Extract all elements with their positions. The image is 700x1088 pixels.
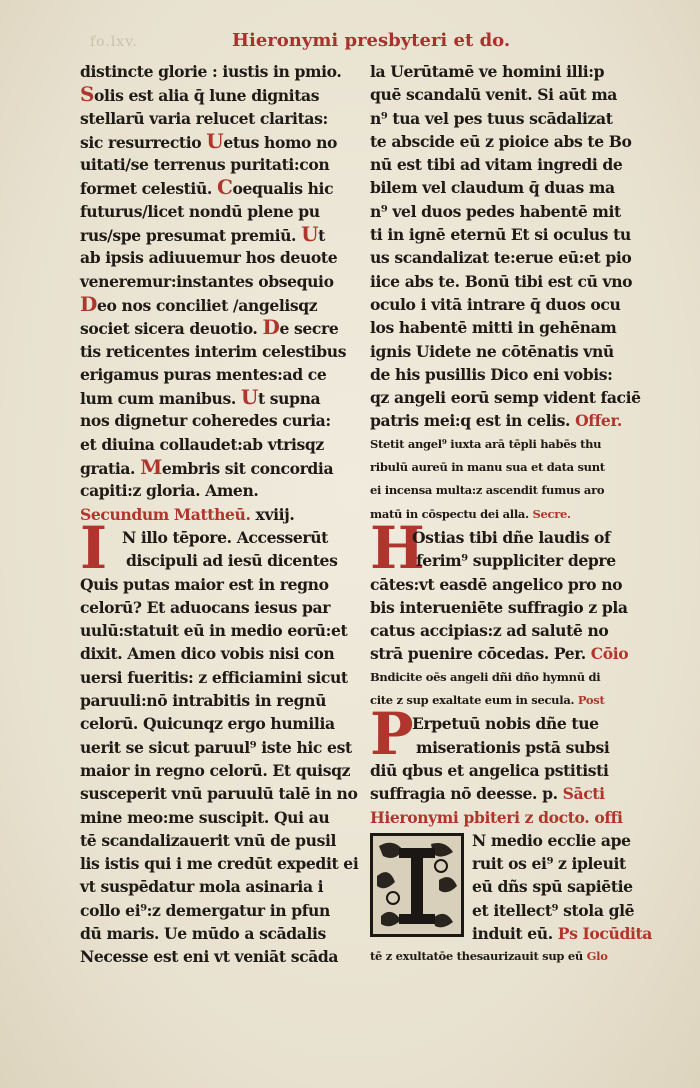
- text-line: [370, 782, 645, 805]
- line-text: erigamus puras mentes:ad ce: [80, 364, 327, 384]
- line-text: cite z sup exaltate eum in secula.: [370, 693, 578, 708]
- line-text: n⁹ tua vel pes tuus scādalizat: [370, 108, 613, 128]
- line-text: et itellect⁹ stola glē: [472, 900, 635, 920]
- text-line: [370, 153, 645, 176]
- line-text: ei incensa multa:z ascendit fumus aro: [370, 483, 605, 498]
- text-line: [80, 782, 358, 805]
- line-text: susceperit vnū paruulū talē in no: [80, 784, 358, 804]
- line-text: strā puenire cōcedas. Per.: [370, 644, 591, 664]
- line-text: n⁹ vel duos pedes habentē mit: [370, 201, 621, 221]
- rubric-marker: Ps Iocūdita: [557, 923, 652, 943]
- line-text: quē scandalū venit. Si aūt ma: [370, 85, 617, 105]
- text-line: [80, 176, 352, 199]
- line-text: Bndicite oēs angeli dñi dño hymnū di: [370, 669, 601, 684]
- line-text: distincte glorie : iustis in pmio.: [80, 62, 342, 81]
- folio-number: fo.lxv.: [90, 34, 138, 50]
- text-line: [370, 945, 645, 968]
- line-text: vt suspēdatur mola asinaria i: [80, 877, 324, 897]
- line-text: paruuli:nō intrabitis in regnū: [80, 691, 327, 711]
- line-text: maior in regno celorū. Et quisqz: [80, 760, 351, 780]
- line-text: dū maris. Ue mūdo a scādalis: [80, 923, 326, 943]
- rubricated-initial: U: [301, 222, 319, 247]
- line-text: bilem vel claudum q̄ duas ma: [370, 178, 615, 198]
- line-text: celorū. Quicunqz ergo humilia: [80, 714, 335, 734]
- line-text: rus/spe presumat premiū.: [80, 226, 302, 246]
- text-line: [80, 666, 352, 689]
- text-line: [80, 409, 352, 432]
- line-text: uulū:statuit eū in medio eorū:et: [80, 621, 348, 641]
- text-line: [80, 153, 352, 176]
- line-text: gratia.: [80, 459, 141, 479]
- text-line: [370, 619, 645, 642]
- right-column: [370, 60, 652, 969]
- text-line: [370, 293, 645, 316]
- text-line: [370, 386, 645, 409]
- text-line: [80, 503, 352, 526]
- line-text: uersi fueritis: z efficiamini sicut: [80, 667, 348, 687]
- text-line: [370, 107, 645, 130]
- line-text: lum cum manibus.: [80, 389, 241, 409]
- line-text: tē scandalizauerit vnū de pusil: [80, 830, 336, 850]
- line-text: ignis Uidete ne cōtēnatis vnū: [370, 341, 614, 361]
- text-line: [370, 596, 645, 619]
- text-line: [370, 316, 645, 339]
- text-line: [80, 433, 352, 456]
- text-line: [80, 573, 352, 596]
- text-line: [80, 60, 352, 83]
- rubricated-initial: S: [80, 82, 95, 107]
- line-text: nū est tibi ad vitam ingredi de: [370, 155, 623, 175]
- line-text: ruit os ei⁹ z ipleuit: [472, 854, 626, 874]
- line-text: stellarū varia relucet claritas:: [80, 108, 328, 128]
- line-text: capiti:z gloria. Amen.: [80, 481, 259, 501]
- text-line: [370, 503, 645, 526]
- rubricated-initial: M: [140, 455, 162, 480]
- line-text: iice abs te. Bonū tibi est cū vno: [370, 271, 633, 291]
- line-text: celorū? Et aduocans iesus par: [80, 597, 331, 617]
- text-line: [370, 363, 645, 386]
- text-line: [370, 176, 645, 199]
- text-line: [370, 200, 645, 223]
- line-text: cātes:vt easdē angelico pro no: [370, 574, 623, 594]
- text-line: [80, 293, 352, 316]
- rubric-marker: Post: [577, 693, 605, 708]
- rubric-heading: Secundum Mattheū.: [80, 504, 251, 524]
- text-line: [370, 340, 645, 363]
- text-line: [80, 922, 352, 945]
- line-text: nos dignetur coheredes curia:: [80, 411, 331, 431]
- line-text: uerit se sicut paruul⁹ iste hic est: [80, 737, 352, 757]
- line-text: Stetit angel⁹ iuxta arā tēpli habēs thu: [370, 436, 602, 451]
- line-text: N medio ecclie ape: [472, 830, 631, 850]
- line-text: eo nos conciliet /angelisqz: [96, 295, 318, 315]
- line-text: mine meo:me suscipit. Qui au: [80, 807, 330, 827]
- text-line: [370, 642, 645, 665]
- text-line: [370, 806, 645, 829]
- text-line: [80, 340, 352, 363]
- text-line: [80, 852, 359, 875]
- decorated-initial: I: [80, 513, 107, 582]
- line-text: oculo i vitā intrare q̄ duos ocu: [370, 294, 621, 314]
- line-text: et diuina collaudet:ab vtrisqz: [80, 434, 324, 454]
- line-text: ab ipsis adiuuemur hos deuote: [80, 248, 338, 268]
- line-text: te abscide eū z pioice abs te Bo: [370, 131, 632, 151]
- line-text: miserationis pstā subsi: [416, 737, 610, 757]
- line-text: bis interueniēte suffragio z pla: [370, 597, 628, 617]
- text-line: [80, 806, 352, 829]
- text-line: [370, 666, 645, 689]
- text-line: [80, 83, 352, 106]
- text-line: [80, 689, 352, 712]
- text-line: [80, 759, 352, 782]
- line-text: eū dñs spū sapiētie: [472, 877, 633, 897]
- rubric-heading: Hieronymi pbiteri z docto. offi: [370, 807, 623, 827]
- line-text: Erpetuū nobis dñe tue: [412, 714, 599, 734]
- line-text: lis istis qui i me credūt expedit ei: [80, 854, 359, 874]
- line-text: dixit. Amen dico vobis nisi con: [80, 644, 335, 664]
- text-line: [80, 316, 352, 339]
- rubric-marker: Offer.: [575, 411, 622, 431]
- text-line: [80, 736, 352, 759]
- text-line: [80, 829, 352, 852]
- text-line: [370, 573, 645, 596]
- line-text: induit eū.: [472, 923, 558, 943]
- text-line: [370, 223, 645, 246]
- text-line: [370, 456, 645, 479]
- line-text: olis est alia q̄ lune dignitas: [94, 86, 320, 106]
- line-text: Necesse est eni vt veniāt scāda: [80, 947, 339, 967]
- text-line: [80, 363, 352, 386]
- line-text: de his pusillis Dico eni vobis:: [370, 364, 613, 384]
- rubricated-initial: U: [240, 385, 258, 410]
- text-line: [370, 60, 645, 83]
- text-line: [80, 479, 352, 502]
- line-text: ferim⁹ suppliciter depre: [416, 551, 616, 571]
- line-text: patris mei:q est in celis.: [370, 411, 576, 431]
- text-line: [80, 899, 352, 922]
- line-text: Ostias tibi dñe laudis of: [412, 527, 611, 547]
- line-text: etus homo no: [223, 132, 338, 152]
- rubric-marker: Cōio: [590, 644, 629, 664]
- line-text: suffragia nō deesse. p.: [370, 784, 563, 804]
- text-line: [370, 130, 645, 153]
- text-line: [370, 246, 645, 269]
- text-line: [80, 456, 352, 479]
- rubricated-initial: C: [216, 175, 233, 200]
- text-line: [80, 596, 352, 619]
- text-line: [370, 83, 645, 106]
- running-head: Hieronymi presbyteri et do.: [232, 30, 511, 51]
- text-line: [80, 223, 352, 246]
- line-text: matū in cōspectu dei alla.: [370, 506, 533, 521]
- line-text: diū qbus et angelica pstitisti: [370, 760, 609, 780]
- line-text: ti in ignē eternū Et si oculus tu: [370, 225, 631, 245]
- line-text: uitati/se terrenus puritati:con: [80, 155, 330, 175]
- line-text: sic resurrectio: [80, 132, 207, 152]
- text-line: [370, 759, 645, 782]
- text-line: [80, 270, 352, 293]
- text-line: [370, 409, 645, 432]
- line-text: N illo tēpore. Accesserūt: [122, 527, 328, 547]
- line-text: us scandalizat te:erue eū:et pio: [370, 248, 632, 268]
- rubricated-initial: U: [206, 128, 224, 153]
- line-text: e secre: [279, 319, 339, 339]
- text-line: [370, 270, 645, 293]
- left-column: [80, 60, 359, 969]
- line-text: embris sit concordia: [161, 459, 334, 479]
- line-text: xviij.: [250, 504, 295, 524]
- text-line: [80, 619, 352, 642]
- line-text: Quis putas maior est in regno: [80, 574, 329, 594]
- text-line: [80, 200, 352, 223]
- text-line: [80, 549, 352, 572]
- line-text: t supna: [257, 389, 321, 409]
- rubric-marker: Secre.: [532, 506, 571, 521]
- rubricated-initial: D: [262, 315, 280, 340]
- line-text: qz angeli eorū semp vident faciē: [370, 388, 641, 408]
- text-line: [80, 107, 352, 130]
- line-text: catus accipias:z ad salutē no: [370, 621, 609, 641]
- rubric-marker: Sācti: [562, 784, 605, 804]
- line-text: t: [318, 226, 325, 246]
- line-text: oequalis hic: [232, 179, 334, 199]
- decorated-initial: P: [370, 700, 414, 769]
- woodcut-initial-i-icon: [370, 833, 464, 937]
- line-text: futurus/licet nondū plene pu: [80, 201, 320, 221]
- line-text: tis reticentes interim celestibus: [80, 341, 347, 361]
- line-text: ribulū aureū in manu sua et data sunt: [370, 460, 605, 475]
- text-line: [370, 479, 645, 502]
- rubricated-initial: D: [80, 291, 97, 316]
- line-text: collo ei⁹:z demergatur in pfun: [80, 900, 330, 920]
- line-text: discipuli ad iesū dicentes: [126, 551, 338, 571]
- line-text: la Uerūtamē ve homini illi:p: [370, 62, 605, 81]
- text-line: [80, 712, 352, 735]
- text-line: [80, 386, 352, 409]
- line-text: veneremur:instantes obsequio: [80, 271, 334, 291]
- rubric-marker: Glo: [586, 949, 608, 964]
- text-line: [80, 130, 352, 153]
- line-text: tē z exultatōe thesaurizauit sup eū: [370, 949, 587, 964]
- line-text: los habentē mitti in gehēnam: [370, 318, 617, 338]
- line-text: formet celestiū.: [80, 179, 217, 199]
- text-line: [370, 689, 645, 712]
- text-line: [80, 945, 352, 968]
- text-line: [370, 433, 645, 456]
- decorated-initial: H: [370, 513, 425, 582]
- line-text: societ sicera deuotio.: [80, 319, 263, 339]
- text-line: [80, 875, 352, 898]
- text-line: [80, 246, 352, 269]
- text-line: [80, 642, 352, 665]
